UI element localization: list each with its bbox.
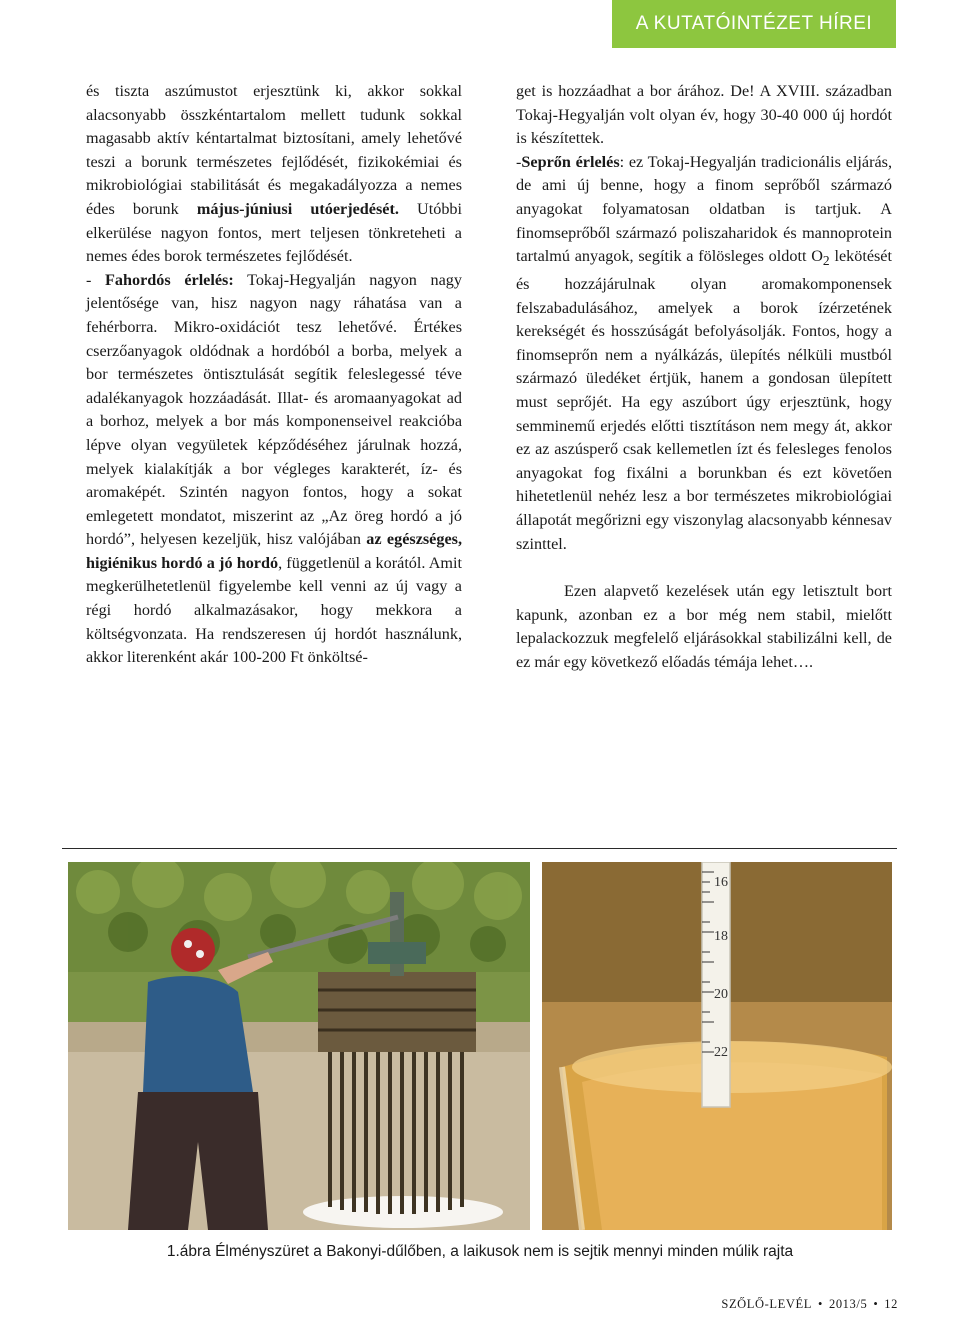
paragraph: [86, 269, 462, 670]
hydrometer-tick-label: 18: [714, 929, 728, 944]
text-run: Tokaj-Hegyalján nagyon nagy jelentősége van, hisz nagyon nagy ráhatása van a fehérborra. Mikro-oxidációt tesz lehetővé. Értékes cserzőanyagok oldódnak a hordóból a borba, melyek a bor természetes öntisztulását segítik feleslegessé téve adalékanyagok hozzáadását. Illat- és aromaanyagokat ad a borhoz, melyek a bor más komponenseivel reakcióba lépve olyan vegyületek képződéséhez járulnak hozzá, melyek kialakítják a bor végleges karakterét, íz- és aromaképét. Szintén nagyon fontos, hogy a sokat emlegetett mondatot, miszerint az „Az öreg hordó a jó hordó”, helyesen kezeljük, hisz valójában: [86, 270, 462, 549]
right-text-column: [516, 80, 892, 674]
page-footer: [721, 1297, 898, 1312]
text-run: , függetlenül a korától. Amit megkerülhetetlenül figyelembe kell venni az új vagy a régi hordó alkalmazásakor, hogy mekkora a költségvonzata. Ha rendszeresen új hordót használunk, akkor literenként akár 100-200 Ft önköltsé-: [86, 553, 462, 667]
figure-caption: 1.ábra Élményszüret a Bakonyi-dűlőben, a laikusok nem is sejtik mennyi minden múlik rajta: [166, 1243, 794, 1260]
hydrometer-tick-label: 22: [714, 1045, 728, 1060]
hydrometer-photo: [542, 862, 892, 1230]
hydrometer-tick-label: 20: [714, 987, 728, 1002]
bold-term: Fahordós érlelés:: [105, 270, 234, 289]
left-text-column: [86, 80, 462, 670]
paragraph: Ezen alapvető kezelések után egy letisztult bort kapunk, azonban ez a bor még nem stabil, mielőtt lepalackozzuk megfelelő eljárásokkal stabilizálni kell, de ez már egy következő előadás témája lehet….: [516, 582, 892, 671]
text-run: Utóbbi elkerülése nagyon fontos, mert teljesen tönkreteheti a nemes édes borok természetes fejlődését.: [86, 199, 462, 266]
bold-term: Seprőn érlelés: [521, 152, 620, 171]
section-banner: A KUTATÓINTÉZET HÍREI: [612, 0, 896, 48]
bold-term: május-júniusi utóerjedését.: [196, 199, 399, 218]
bold-phrase: az egészséges, higiénikus hordó a jó hordó: [86, 530, 462, 572]
separator-line: [62, 848, 897, 849]
issue-number: 2013/5: [828, 1297, 868, 1311]
hydrometer-tick-label: 16: [714, 875, 728, 890]
grape-press-photo: [68, 862, 530, 1230]
publication-name: SZŐLŐ-LEVÉL: [721, 1297, 812, 1311]
page-number: 12: [884, 1297, 898, 1311]
paragraph: get is hozzáadhat a bor árához. De! A XVIII. században Tokaj-Hegyalján volt olyan év, hogy 30-40 000 új hordót is készítettek.: [516, 82, 892, 148]
text-run: : ez Tokaj-Hegyalján tradicionális eljárás, de ami új benne, hogy a finom seprőből származó anyagokat folyamatosan oldatban is tartjuk. A finomseprőből származó poliszaharidok és mannoprotein tartalmú anyagok, segítik a fölösleges oldott O: [516, 152, 892, 266]
paragraph: [516, 151, 892, 556]
text-run: lekötését és hozzájárulnak olyan aromakomponensek felszabadulásához, amelyek a borok ízérzetének kerekségét és hosszúságát befolyásolják. Fontos, hogy a finomseprőn nem a nyálkázás, ülepítés nélküli mustból származó üledéket értjük, hanem a gondosan ülepített must seprőjét. Ha egy aszúbort úgy erjesztünk, hogy semminemű erjedés előtti tisztításon nem megy át, akkor ez az aszúsperő csak kellemetlen ízt és felesleges fenolos anyagokat fog fixálni a borunkban és ezt követően hihetetlenül nehéz lesz a bor természetes mikrobiológiai állapotát megőrizni egy viszonylag alacsonyabb kénnesav szinttel.: [516, 247, 892, 553]
bullet-icon: •: [818, 1297, 823, 1311]
bullet-icon: •: [873, 1297, 879, 1311]
text-run: és tiszta aszúmustot erjesztünk ki, akkor sokkal alacsonyabb összkéntartalom mellett tudunk sokkal magasabb aktív kéntartalmat biztosítani, amely lehetővé teszi a borunk természetes fejlődését, fizikokémiai és mikrobiológiai stabilitását és megakadályozza a nemes édes borunk: [86, 82, 462, 218]
paragraph: [86, 80, 462, 269]
text-run: -: [516, 152, 522, 171]
text-run: -: [86, 270, 106, 289]
subscript: 2: [822, 253, 830, 269]
